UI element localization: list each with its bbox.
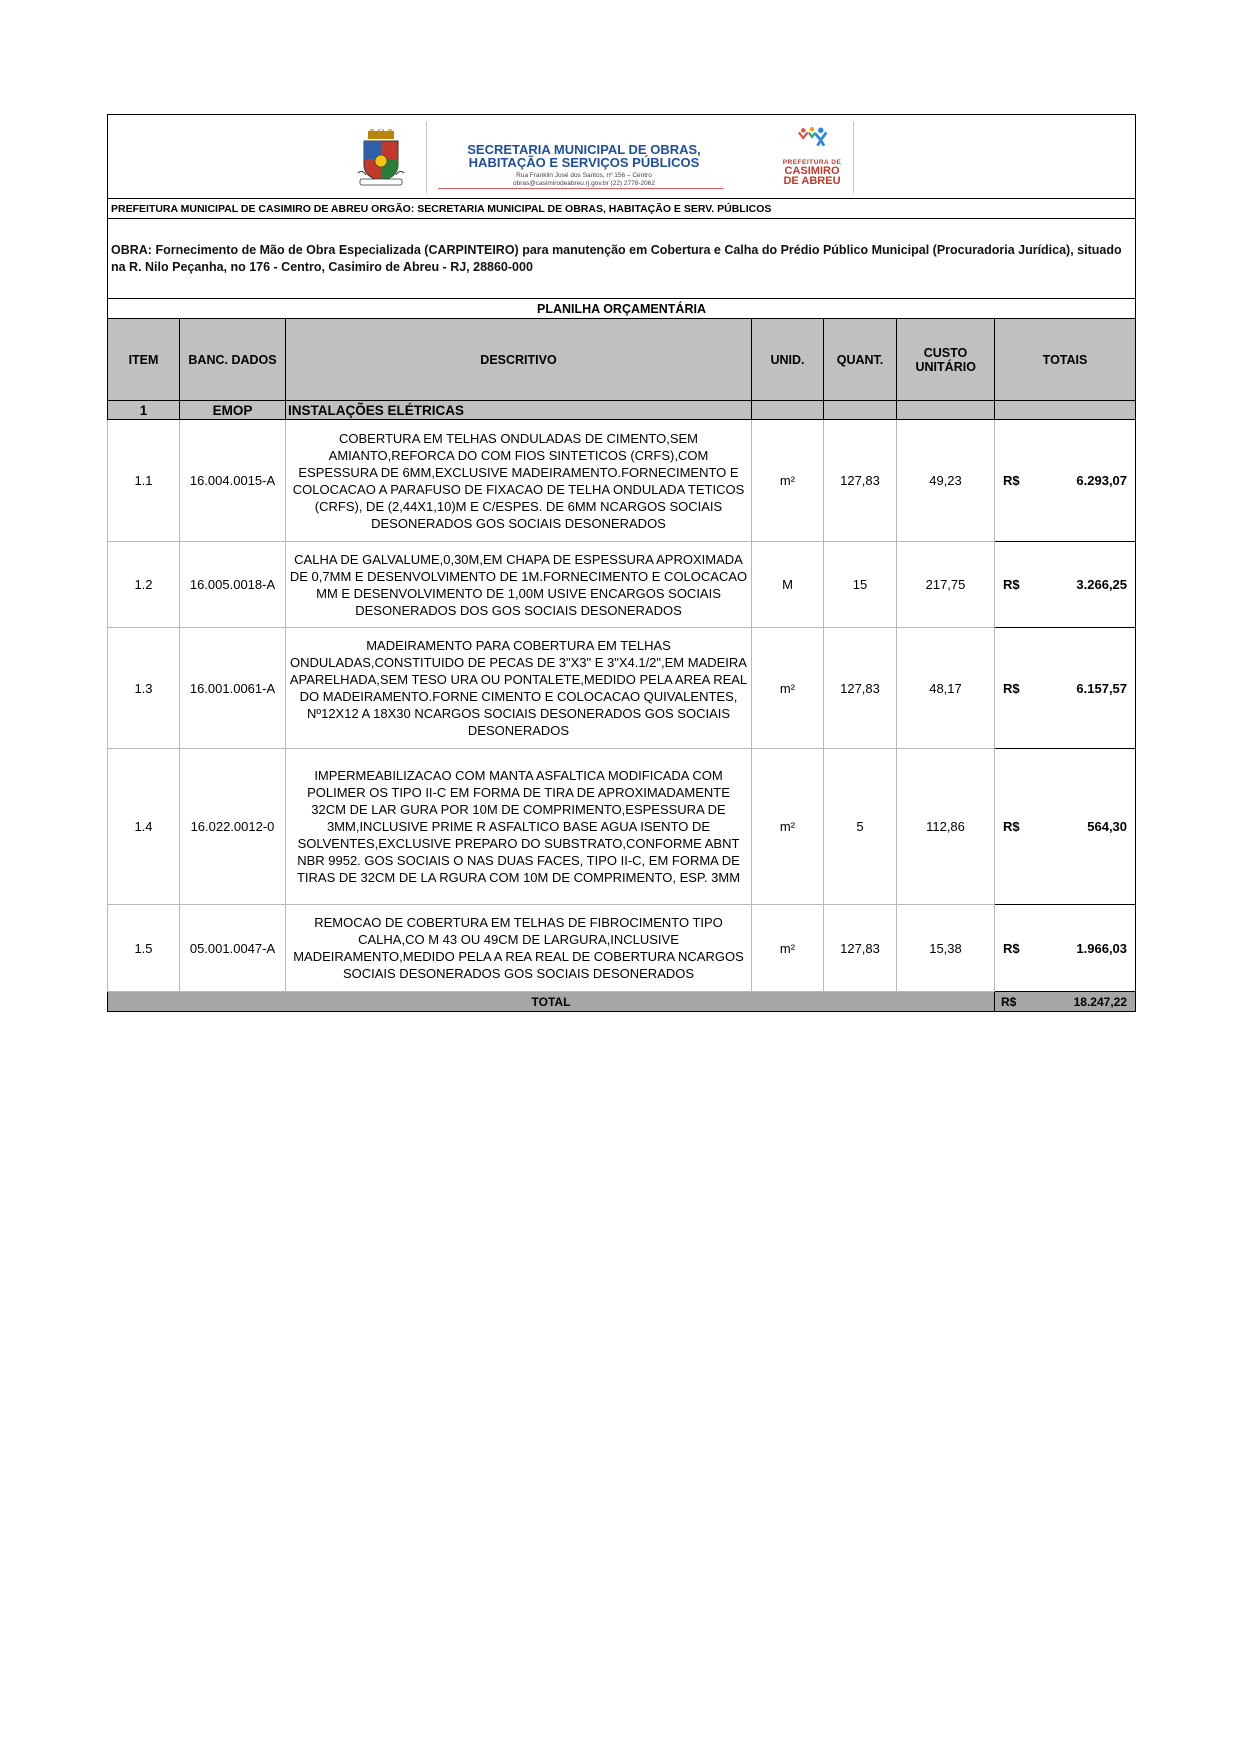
divider	[426, 121, 427, 193]
row-custo: 112,86	[897, 749, 995, 905]
divider	[438, 188, 723, 189]
currency: R$	[1003, 473, 1020, 488]
row-desc: COBERTURA EM TELHAS ONDULADAS DE CIMENTO,SEM AMIANTO,REFORCA DO COM FIOS SINTETICOS (CRFS),COM ESPESSURA DE 6MM,EXCLUSIVE MADEIRAMENTO.FORNECIMENTO E COLOCACAO A PARAFUSO DE FIXACAO DE TELHA ONDULADA TETICOS (CRFS), DE (2,44X1,10)M E C/ESPES. DE 6MM NCARGOS SOCIAIS DESONERADOS GOS SOCIAIS DESONERADOS	[286, 420, 752, 542]
col-totais: TOTAIS	[995, 319, 1136, 401]
row-desc: CALHA DE GALVALUME,0,30M,EM CHAPA DE ESPESSURA APROXIMADA DE 0,7MM E DESENVOLVIMENTO DE 1M.FORNECIMENTO E COLOCACAO MM E DESENVOLVIMENTO DE 1,00M USIVE ENCARGOS SOCIAIS DESONERADOS DOS GOS SOCIAIS DESONERADOS	[286, 542, 752, 628]
group-empty	[824, 401, 897, 420]
group-empty	[995, 401, 1136, 420]
row-item: 1.3	[108, 628, 180, 749]
table-row	[108, 628, 1136, 749]
row-unid: m²	[752, 628, 824, 749]
grand-total	[995, 992, 1136, 1012]
row-item: 1.1	[108, 420, 180, 542]
col-custo-label: CUSTO UNITÁRIO	[915, 345, 976, 374]
row-total-amount: 6.293,07	[1076, 473, 1128, 488]
row-unid: m²	[752, 749, 824, 905]
row-banc: 05.001.0047-A	[180, 905, 286, 992]
budget-sheet	[107, 114, 1135, 1012]
currency: R$	[1003, 940, 1020, 956]
row-custo: 48,17	[897, 628, 995, 749]
table-row	[108, 542, 1136, 628]
table-row	[108, 905, 1136, 992]
row-item: 1.2	[108, 542, 180, 628]
row-item: 1.5	[108, 905, 180, 992]
col-item: ITEM	[108, 319, 180, 401]
currency: R$	[1003, 577, 1020, 592]
row-custo: 15,38	[897, 905, 995, 992]
row-banc: 16.001.0061-A	[180, 628, 286, 749]
row-unid: M	[752, 542, 824, 628]
row-total	[995, 749, 1136, 905]
prefeitura-label: PREFEITURA DE	[782, 159, 842, 166]
obra-text: Fornecimento de Mão de Obra Especializada (CARPINTEIRO) para manutenção em Cobertura e Calha do Prédio Público Municipal (Procuradoria Jurídica), situado na R. Nilo Peçanha, no 176 - Centro, Casimiro de Abreu - RJ, 28860-000	[111, 242, 1122, 274]
row-desc: MADEIRAMENTO PARA COBERTURA EM TELHAS ONDULADAS,CONSTITUIDO DE PECAS DE 3"X3" E 3"X4.1/2",EM MADEIRA APARELHADA,SEM TESO URA OU PONTALETE,MEDIDO PELA AREA REAL DO MADEIRAMENTO.FORNE CIMENTO E COLOCACAO QUIVALENTES, Nº12X12 A 18X30 NCARGOS SOCIAIS DESONERADOS GOS SOCIAIS DESONERADOS	[286, 628, 752, 749]
row-total-amount: 6.157,57	[1076, 680, 1128, 696]
obra-description	[108, 219, 1136, 299]
row-banc: 16.022.0012-0	[180, 749, 286, 905]
col-desc: DESCRITIVO	[286, 319, 752, 401]
secretaria-line1: SECRETARIA MUNICIPAL DE OBRAS,	[467, 142, 701, 157]
row-custo: 49,23	[897, 420, 995, 542]
row-banc: 16.004.0015-A	[180, 420, 286, 542]
row-item: 1.4	[108, 749, 180, 905]
city-line1: CASIMIRO	[784, 165, 840, 177]
row-total-amount: 3.266,25	[1076, 577, 1128, 592]
total-row	[108, 992, 1136, 1012]
municipal-crest-icon	[356, 129, 406, 187]
secretaria-line2: HABITAÇÃO E SERVIÇOS PÚBLICOS	[468, 155, 700, 170]
row-unid: m²	[752, 420, 824, 542]
row-unid: m²	[752, 905, 824, 992]
group-item: 1	[108, 401, 180, 420]
letterhead	[108, 115, 1136, 199]
address-line1: Rua Franklin José dos Santos, nº 156 – Centro	[516, 172, 652, 179]
row-total	[995, 420, 1136, 542]
total-label: TOTAL	[108, 992, 995, 1012]
prefeitura-figures-icon	[772, 127, 852, 161]
group-desc: INSTALAÇÕES ELÉTRICAS	[286, 401, 752, 420]
row-desc: REMOCAO DE COBERTURA EM TELHAS DE FIBROCIMENTO TIPO CALHA,CO M 43 OU 49CM DE LARGURA,INCLUSIVE MADEIRAMENTO,MEDIDO PELA A REA REAL DE COBERTURA NCARGOS SOCIAIS DESONERADOS GOS SOCIAIS DESONERADOS	[286, 905, 752, 992]
table-header	[108, 319, 1136, 401]
group-row	[108, 401, 1136, 420]
group-banc: EMOP	[180, 401, 286, 420]
row-quant: 5	[824, 749, 897, 905]
row-total	[995, 628, 1136, 749]
currency: R$	[1001, 994, 1017, 1009]
col-banc: BANC. DADOS	[180, 319, 286, 401]
row-custo: 217,75	[897, 542, 995, 628]
obra-label: OBRA:	[111, 242, 152, 257]
currency: R$	[1003, 680, 1020, 696]
col-quant: QUANT.	[824, 319, 897, 401]
row-banc: 16.005.0018-A	[180, 542, 286, 628]
grand-total-amount: 18.247,22	[1073, 994, 1128, 1009]
row-desc: IMPERMEABILIZACAO COM MANTA ASFALTICA MODIFICADA COM POLIMER OS TIPO II-C EM FORMA DE TIRA DE APROXIMADAMENTE 32CM DE LAR GURA POR 10M DE COMPRIMENTO,ESPESSURA DE 3MM,INCLUSIVE PRIME R ASFALTICO BASE AGUA ISENTO DE SOLVENTES,EXCLUSIVE PREPARO DO SUBSTRATO,CONFORME ABNT NBR 9952. GOS SOCIAIS O NAS DUAS FACES, TIPO II-C, EM FORMA DE TIRAS DE 32CM DE LA RGURA COM 10M DE COMPRIMENTO, ESP. 3MM	[286, 749, 752, 905]
group-empty	[752, 401, 824, 420]
planilha-title: PLANILHA ORÇAMENTÁRIA	[108, 299, 1136, 319]
group-empty	[897, 401, 995, 420]
address-line2: obras@casimirodeabreu.rj.gov.br (22) 2778-2062	[513, 180, 655, 187]
city-line2: DE ABREU	[783, 175, 841, 187]
row-total-amount: 1.966,03	[1076, 940, 1128, 956]
col-custo	[897, 319, 995, 401]
col-unid: UNID.	[752, 319, 824, 401]
budget-table	[107, 114, 1136, 1012]
currency: R$	[1003, 819, 1020, 834]
table-row	[108, 420, 1136, 542]
row-quant: 127,83	[824, 905, 897, 992]
prefeitura-logo	[766, 159, 858, 186]
org-line: PREFEITURA MUNICIPAL DE CASIMIRO DE ABREU ORGÃO: SECRETARIA MUNICIPAL DE OBRAS, HABITAÇÃO E SERV. PÚBLICOS	[108, 199, 1136, 219]
row-quant: 15	[824, 542, 897, 628]
row-total-amount: 564,30	[1087, 819, 1128, 834]
row-quant: 127,83	[824, 628, 897, 749]
row-quant: 127,83	[824, 420, 897, 542]
secretaria-address	[444, 172, 724, 188]
secretaria-title	[444, 143, 724, 169]
row-total	[995, 905, 1136, 992]
row-total	[995, 542, 1136, 628]
table-row	[108, 749, 1136, 905]
